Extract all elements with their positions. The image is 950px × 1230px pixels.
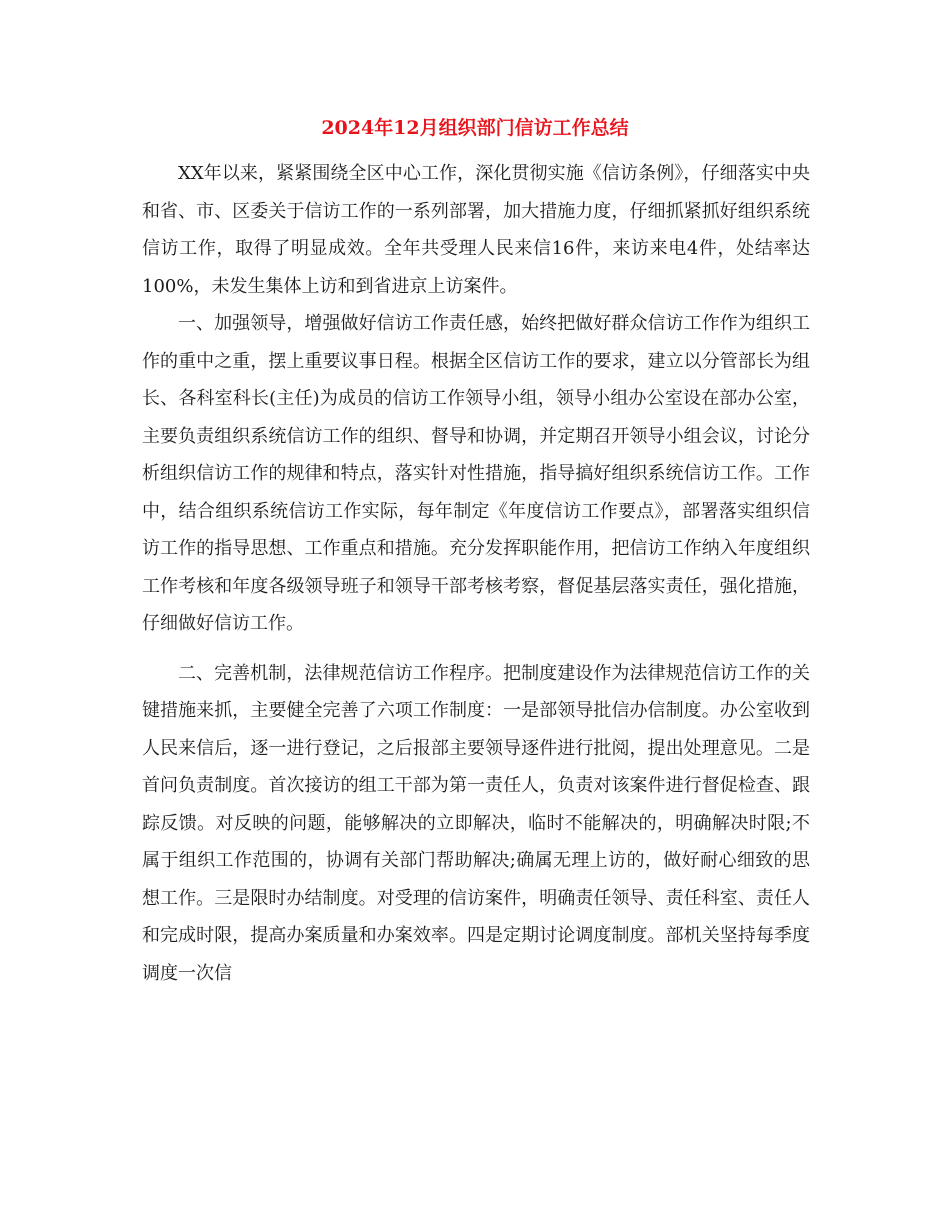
- document-title: 2024年12月组织部门信访工作总结: [321, 117, 629, 139]
- paragraph-intro: XX年以来，紧紧围绕全区中心工作，深化贯彻实施《信访条例》，仔细落实中央和省、市、区委关于信访工作的一系列部署，加大措施力度，仔细抓紧抓好组织系统信访工作，取得了明显成效。全年共受理人民来信16件，来访来电4件，处结率达100%，未发生集体上访和到省进京上访案件。: [142, 163, 810, 297]
- paragraph-mechanism: 二、完善机制，法律规范信访工作程序。把制度建设作为法律规范信访工作的关键措施来抓，主要健全完善了六项工作制度：一是部领导批信办信制度。办公室收到人民来信后，逐一进行登记，之后报部主要领导逐件进行批阅，提出处理意见。二是首问负责制度。首次接访的组工干部为第一责任人，负责对该案件进行督促检查、跟踪反馈。对反映的问题，能够解决的立即解决，临时不能解决的，明确解决时限;不属于组织工作范围的，协调有关部门帮助解决;确属无理上访的，做好耐心细致的思想工作。三是限时办结制度。对受理的信访案件，明确责任领导、责任科室、责任人和完成时限，提高办案质量和办案效率。四是定期讨论调度制度。部机关坚持每季度调度一次信: [142, 662, 810, 984]
- paragraph-leadership: 一、加强领导，增强做好信访工作责任感，始终把做好群众信访工作作为组织工作的重中之重，摆上重要议事日程。根据全区信访工作的要求，建立以分管部长为组长、各科室科长(主任)为成员的信访工作领导小组，领导小组办公室设在部办公室，主要负责组织系统信访工作的组织、督导和协调，并定期召开领导小组会议，讨论分析组织信访工作的规律和特点，落实针对性措施，指导搞好组织系统信访工作。工作中，结合组织系统信访工作实际，每年制定《年度信访工作要点》，部署落实组织信访工作的指导思想、工作重点和措施。充分发挥职能作用，把信访工作纳入年度组织工作考核和年度各级领导班子和领导干部考核考察，督促基层落实责任，强化措施，仔细做好信访工作。: [142, 313, 810, 634]
- document-body: [142, 155, 810, 992]
